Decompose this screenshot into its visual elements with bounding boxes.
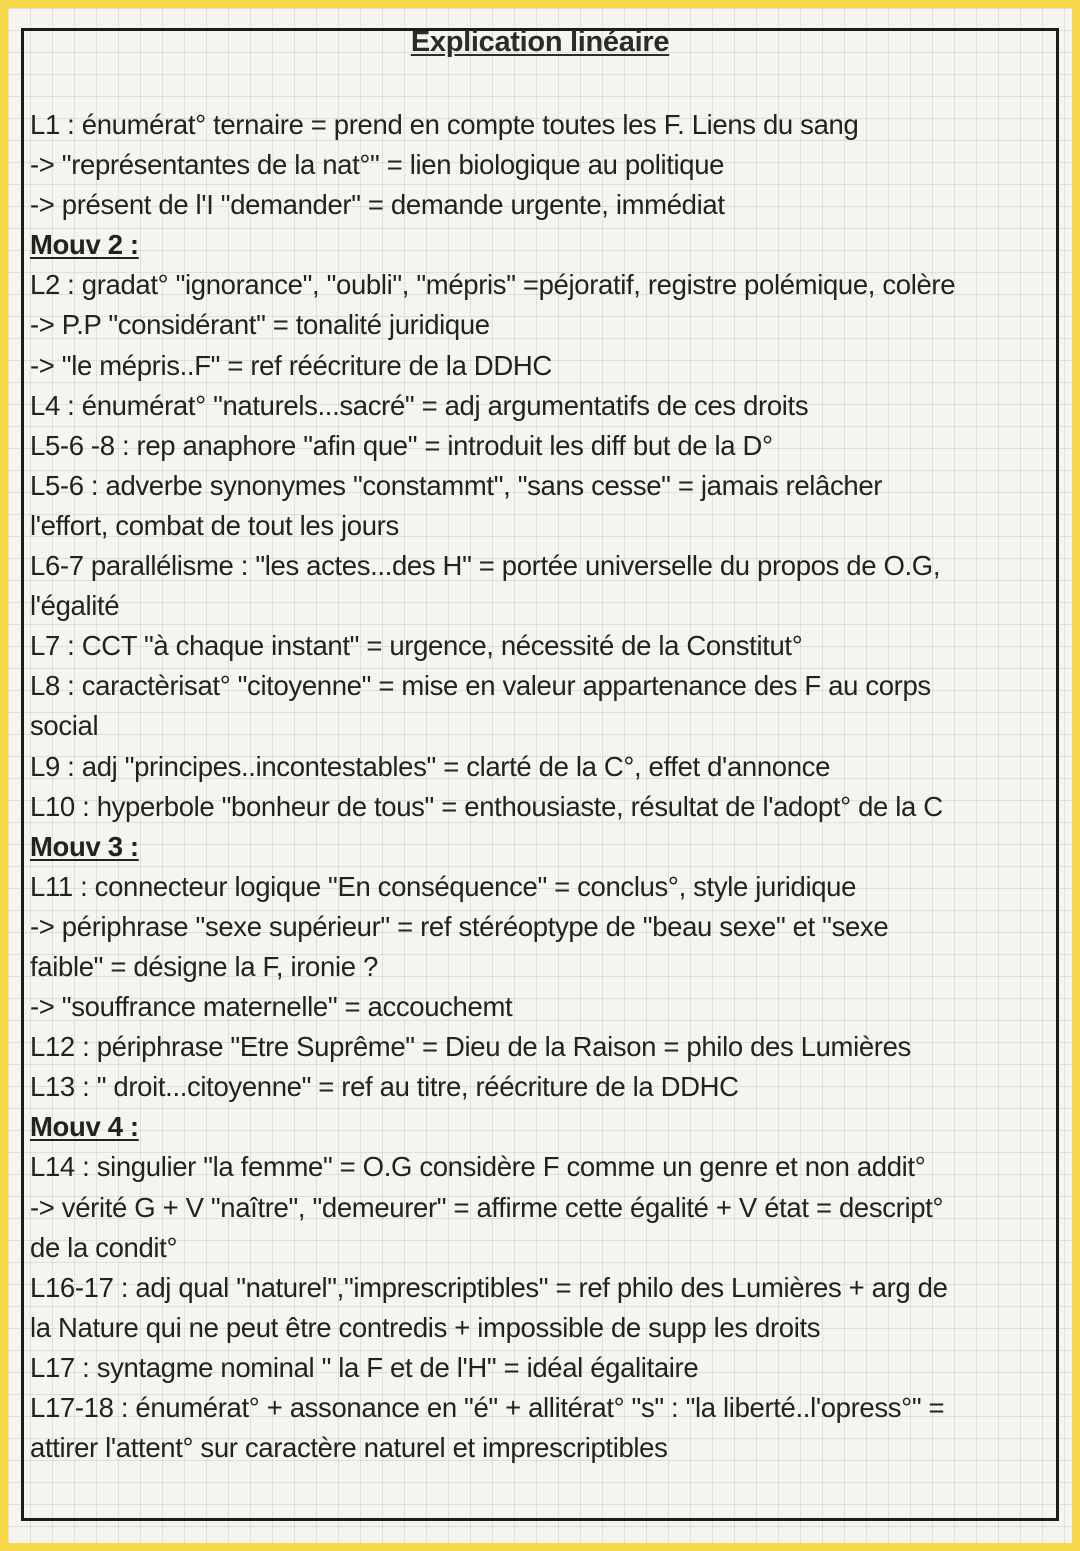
note-line: L4 : énumérat° "naturels...sacré" = adj argumentatifs de ces droits bbox=[30, 389, 809, 421]
note-line: L16-17 : adj qual "naturel","imprescriptibles" = ref philo des Lumières + arg de bbox=[30, 1271, 948, 1303]
note-line: -> "le mépris..F" = ref réécriture de la DDHC bbox=[30, 349, 552, 381]
note-line: social bbox=[30, 710, 99, 742]
note-line: faible" = désigne la F, ironie ? bbox=[30, 950, 378, 982]
notes-body bbox=[30, 105, 1062, 1468]
note-line: -> présent de l'I "demander" = demande urgente, immédiat bbox=[30, 189, 725, 221]
note-line: de la condit° bbox=[30, 1231, 178, 1263]
section-heading-mouv-4: Mouv 4 : bbox=[30, 1111, 139, 1143]
note-line: L7 : CCT "à chaque instant" = urgence, nécessité de la Constitut° bbox=[30, 630, 803, 662]
note-line: -> "souffrance maternelle" = accouchemt bbox=[30, 991, 513, 1023]
note-line: L12 : périphrase "Etre Suprême" = Dieu de la Raison = philo des Lumières bbox=[30, 1031, 911, 1063]
note-line: L9 : adj "principes..incontestables" = clarté de la C°, effet d'annonce bbox=[30, 750, 831, 782]
note-line: L11 : connecteur logique "En conséquence" = conclus°, style juridique bbox=[30, 870, 857, 902]
note-line: -> vérité G + V "naître", "demeurer" = affirme cette égalité + V état = descript° bbox=[30, 1191, 944, 1223]
note-line: L13 : " droit...citoyenne" = ref au titre, réécriture de la DDHC bbox=[30, 1071, 739, 1103]
note-line: -> P.P "considérant" = tonalité juridique bbox=[30, 309, 490, 341]
section-heading-mouv-2: Mouv 2 : bbox=[30, 229, 139, 261]
page-title: Explication linéaire bbox=[410, 26, 670, 58]
note-line: attirer l'attent° sur caractère naturel et imprescriptibles bbox=[30, 1432, 668, 1464]
note-line: L5-6 -8 : rep anaphore "afin que" = introduit les diff but de la D° bbox=[30, 429, 773, 461]
note-line: -> "représentantes de la nat°" = lien biologique au politique bbox=[30, 149, 725, 181]
note-line: L5-6 : adverbe synonymes "constammt", "sans cesse" = jamais relâcher bbox=[30, 469, 883, 501]
note-line: L8 : caractèrisat° "citoyenne" = mise en valeur appartenance des F au corps bbox=[30, 670, 931, 702]
note-line: L17-18 : énumérat° + assonance en "é" + allitérat° "s" : "la liberté..l'opress°" = bbox=[30, 1392, 945, 1423]
note-line: L6-7 parallélisme : "les actes...des H" = portée universelle du propos de O.G, bbox=[30, 550, 941, 582]
note-line: L1 : énumérat° ternaire = prend en compte toutes les F. Liens du sang bbox=[30, 109, 859, 140]
note-line: l'effort, combat de tout les jours bbox=[30, 509, 399, 541]
note-line: L10 : hyperbole "bonheur de tous" = enthousiaste, résultat de l'adopt° de la C bbox=[30, 790, 943, 822]
note-line: L2 : gradat° "ignorance", "oubli", "mépris" =péjoratif, registre polémique, colère bbox=[30, 269, 956, 301]
note-line: L17 : syntagme nominal " la F et de l'H" = idéal égalitaire bbox=[30, 1351, 699, 1383]
note-line: -> périphrase "sexe supérieur" = ref stéréoptype de "beau sexe" et "sexe bbox=[30, 910, 889, 942]
section-heading-mouv-3: Mouv 3 : bbox=[30, 830, 139, 862]
note-line: L14 : singulier "la femme" = O.G considère F comme un genre et non addit° bbox=[30, 1151, 926, 1183]
note-line: l'égalité bbox=[30, 590, 120, 622]
note-line: la Nature qui ne peut être contredis + impossible de supp les droits bbox=[30, 1311, 821, 1343]
